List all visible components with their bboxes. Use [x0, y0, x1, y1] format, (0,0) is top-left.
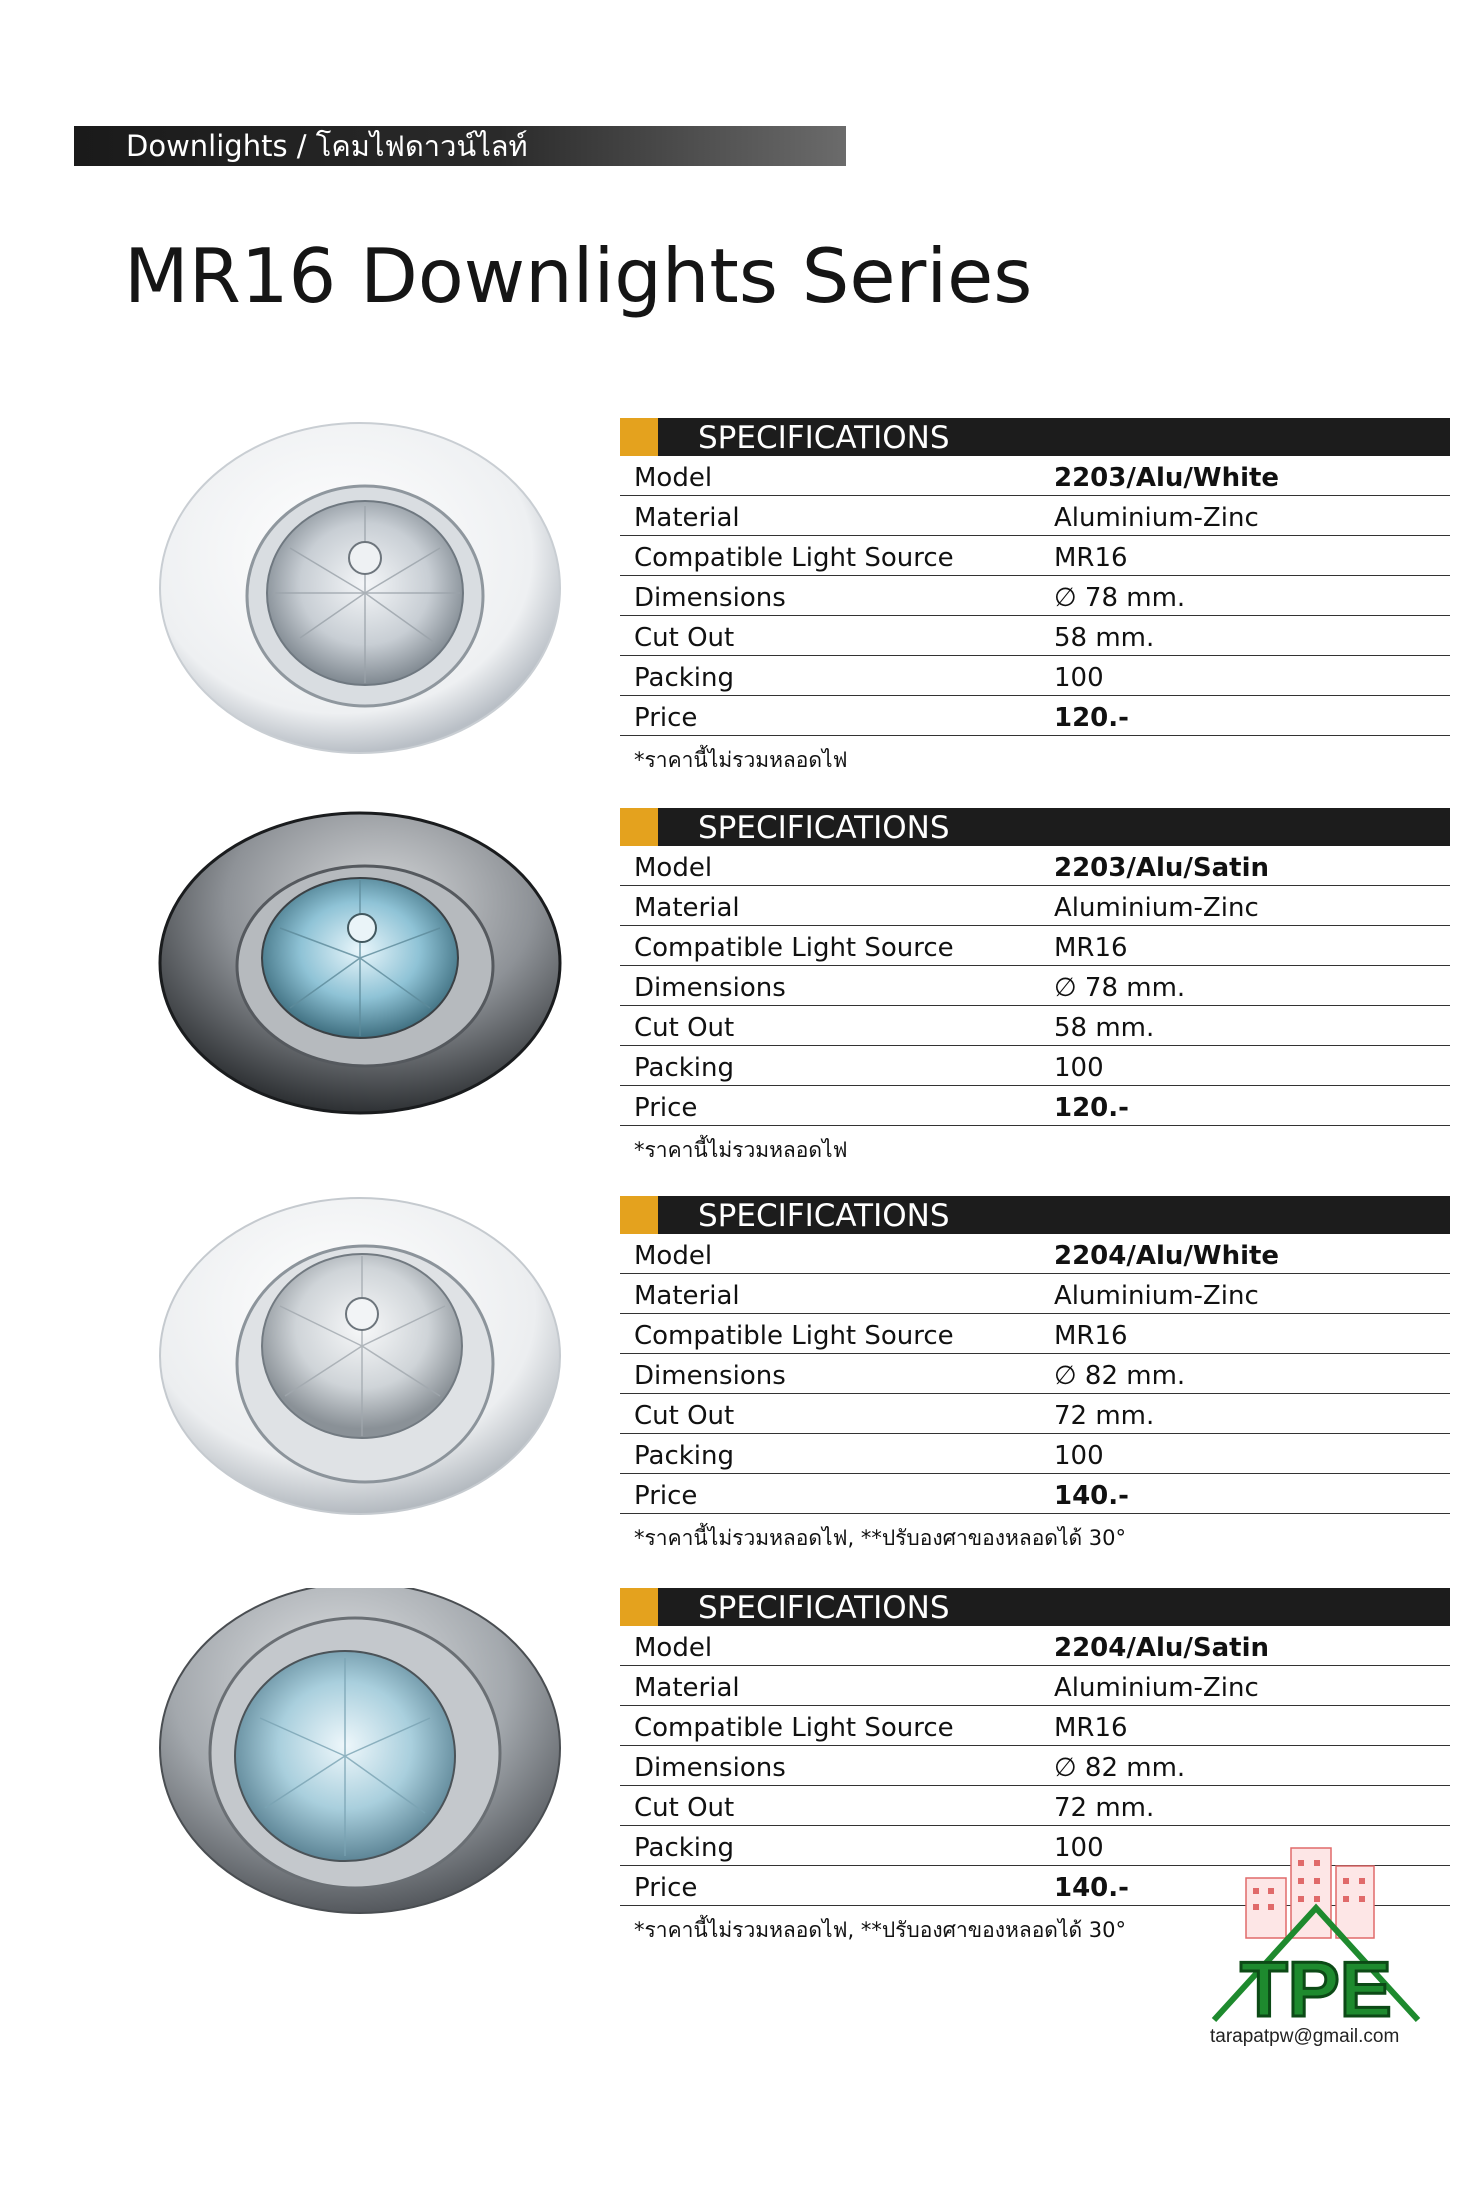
spec-label: Packing	[634, 1441, 735, 1471]
spec-value: ∅ 78 mm.	[1054, 583, 1186, 613]
spec-label: Cut Out	[634, 1013, 735, 1043]
spec-value: 140.-	[1054, 1481, 1129, 1511]
spec-row-price	[620, 1086, 1450, 1126]
spec-value: 140.-	[1054, 1873, 1129, 1903]
spec-value: 120.-	[1054, 703, 1129, 733]
spec-label: Cut Out	[634, 1401, 735, 1431]
product-2203-alu-white	[0, 418, 1468, 798]
spec-header	[620, 1588, 1450, 1626]
spec-block	[620, 808, 1450, 1167]
spec-row-cutout	[620, 1394, 1450, 1434]
spec-row-source	[620, 1314, 1450, 1354]
spec-label: Compatible Light Source	[634, 933, 954, 963]
spec-value: 58 mm.	[1054, 1013, 1155, 1043]
logo-text: TPE	[1240, 1945, 1392, 2033]
spec-label: Compatible Light Source	[634, 1321, 954, 1351]
spec-label: Dimensions	[634, 583, 786, 613]
spec-label: Material	[634, 1281, 740, 1311]
downlight-satin-photo	[150, 808, 570, 1148]
spec-header	[620, 808, 1450, 846]
spec-label: Compatible Light Source	[634, 1713, 954, 1743]
spec-value: 2203/Alu/White	[1054, 463, 1280, 493]
spec-label: Price	[634, 1873, 698, 1903]
spec-value: 120.-	[1054, 1093, 1129, 1123]
spec-label: Cut Out	[634, 623, 735, 653]
spec-header-label: SPECIFICATIONS	[698, 1198, 950, 1234]
spec-label: Dimensions	[634, 973, 786, 1003]
category-bar	[74, 126, 846, 166]
spec-label: Dimensions	[634, 1361, 786, 1391]
spec-label: Price	[634, 1481, 698, 1511]
spec-header-label: SPECIFICATIONS	[698, 810, 950, 846]
product-2204-alu-white	[0, 1196, 1468, 1576]
spec-note: *ราคานี้ไม่รวมหลอดไฟ	[634, 1138, 848, 1162]
spec-value: 2204/Alu/Satin	[1054, 1633, 1270, 1663]
spec-row-source	[620, 1706, 1450, 1746]
spec-value: MR16	[1054, 543, 1128, 573]
spec-header	[620, 418, 1450, 456]
spec-row-material	[620, 1666, 1450, 1706]
spec-note: *ราคานี้ไม่รวมหลอดไฟ, **ปรับองศาของหลอดได้ 30°	[634, 1918, 1127, 1942]
spec-label: Price	[634, 1093, 698, 1123]
spec-value: ∅ 82 mm.	[1054, 1753, 1186, 1783]
spec-label: Model	[634, 463, 713, 493]
spec-label: Price	[634, 703, 698, 733]
spec-row-price	[620, 696, 1450, 736]
downlight-satin-adjustable-photo	[150, 1588, 570, 1928]
spec-row-material	[620, 496, 1450, 536]
spec-value: 72 mm.	[1054, 1401, 1155, 1431]
spec-row-model	[620, 846, 1450, 886]
spec-header-accent	[620, 1588, 658, 1626]
spec-value: Aluminium-Zinc	[1054, 1673, 1259, 1703]
logo-email: tarapatpw@gmail.com	[1210, 2026, 1400, 2047]
spec-header-accent	[620, 1196, 658, 1234]
spec-label: Cut Out	[634, 1793, 735, 1823]
spec-row-cutout	[620, 1786, 1450, 1826]
downlight-white-photo	[150, 418, 570, 758]
spec-note: *ราคานี้ไม่รวมหลอดไฟ, **ปรับองศาของหลอดได้ 30°	[634, 1526, 1127, 1550]
spec-row-dimensions	[620, 1354, 1450, 1394]
spec-value: 2204/Alu/White	[1054, 1241, 1280, 1271]
buildings-icon	[1246, 1848, 1374, 1938]
spec-value: 58 mm.	[1054, 623, 1155, 653]
spec-label: Compatible Light Source	[634, 543, 954, 573]
spec-block	[620, 1196, 1450, 1555]
spec-header-accent	[620, 418, 658, 456]
spec-row-model	[620, 1626, 1450, 1666]
spec-label: Dimensions	[634, 1753, 786, 1783]
spec-value: 100	[1054, 663, 1104, 693]
spec-value: 72 mm.	[1054, 1793, 1155, 1823]
spec-value: MR16	[1054, 1321, 1128, 1351]
spec-row-material	[620, 886, 1450, 926]
spec-block	[620, 418, 1450, 777]
spec-row-price	[620, 1474, 1450, 1514]
spec-value: 100	[1054, 1053, 1104, 1083]
spec-value: MR16	[1054, 1713, 1128, 1743]
spec-label: Packing	[634, 663, 735, 693]
spec-header-accent	[620, 808, 658, 846]
page-title: MR16 Downlights Series	[124, 232, 1033, 320]
spec-row-dimensions	[620, 966, 1450, 1006]
product-2203-alu-satin	[0, 808, 1468, 1188]
spec-note: *ราคานี้ไม่รวมหลอดไฟ	[634, 748, 848, 772]
spec-value: 2203/Alu/Satin	[1054, 853, 1270, 883]
spec-row-source	[620, 926, 1450, 966]
spec-value: Aluminium-Zinc	[1054, 503, 1259, 533]
downlight-white-adjustable-photo	[150, 1196, 570, 1536]
spec-row-dimensions	[620, 576, 1450, 616]
spec-row-model	[620, 1234, 1450, 1274]
spec-label: Material	[634, 893, 740, 923]
spec-value: 100	[1054, 1441, 1104, 1471]
spec-row-source	[620, 536, 1450, 576]
category-label: Downlights / โคมไฟดาวน์ไลท์	[126, 129, 528, 163]
spec-label: Packing	[634, 1833, 735, 1863]
spec-label: Model	[634, 853, 713, 883]
spec-header	[620, 1196, 1450, 1234]
spec-row-packing	[620, 1434, 1450, 1474]
spec-row-packing	[620, 1046, 1450, 1086]
spec-value: ∅ 78 mm.	[1054, 973, 1186, 1003]
spec-label: Material	[634, 1673, 740, 1703]
spec-value: 100	[1054, 1833, 1104, 1863]
spec-value: MR16	[1054, 933, 1128, 963]
spec-value: ∅ 82 mm.	[1054, 1361, 1186, 1391]
spec-label: Model	[634, 1241, 713, 1271]
spec-header-label: SPECIFICATIONS	[698, 1590, 950, 1626]
spec-row-packing	[620, 656, 1450, 696]
spec-label: Packing	[634, 1053, 735, 1083]
spec-row-model	[620, 456, 1450, 496]
spec-row-cutout	[620, 1006, 1450, 1046]
spec-header-label: SPECIFICATIONS	[698, 420, 950, 456]
spec-value: Aluminium-Zinc	[1054, 893, 1259, 923]
spec-label: Model	[634, 1633, 713, 1663]
spec-label: Material	[634, 503, 740, 533]
spec-row-dimensions	[620, 1746, 1450, 1786]
spec-row-cutout	[620, 616, 1450, 656]
spec-row-material	[620, 1274, 1450, 1314]
spec-value: Aluminium-Zinc	[1054, 1281, 1259, 1311]
